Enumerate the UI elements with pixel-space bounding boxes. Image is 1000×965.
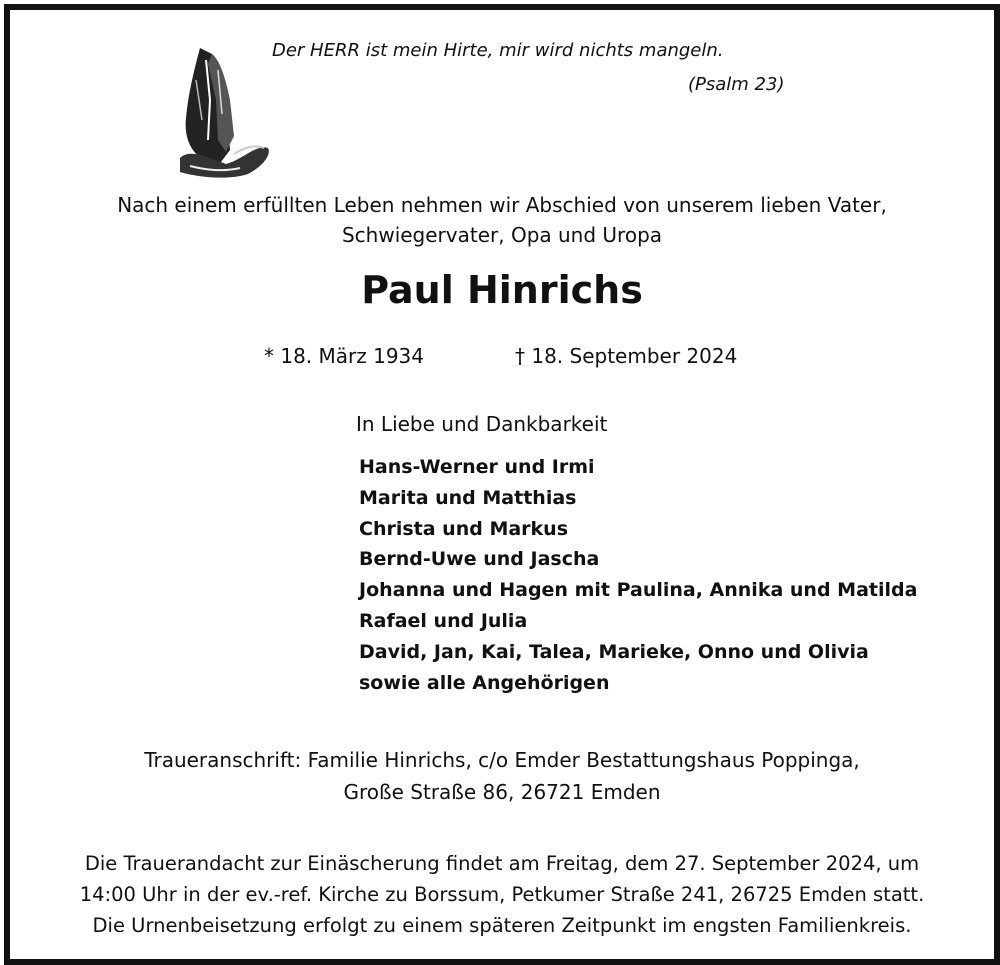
mourners-list (359, 452, 917, 698)
death-date: † 18. September 2024 (515, 344, 738, 368)
deceased-name: Paul Hinrichs (361, 268, 643, 312)
address-line-2: Große Straße 86, 26721 Emden (343, 780, 661, 804)
epigraph-quote: Der HERR ist mein Hirte, mir wird nichts mangeln. (272, 40, 724, 61)
intro-text (10, 190, 994, 250)
service-line-3: Die Urnenbeisetzung erfolgt zu einem späteren Zeitpunkt im engsten Familienkreis. (92, 914, 912, 937)
list-item: Marita und Matthias (359, 486, 577, 509)
list-item: Bernd-Uwe und Jascha (359, 548, 600, 571)
birth-date: * 18. März 1934 (264, 344, 425, 368)
mourning-address (10, 744, 994, 808)
praying-hands-icon (160, 40, 275, 180)
list-item: David, Jan, Kai, Talea, Marieke, Onno und Olivia (359, 640, 869, 663)
list-item: Johanna und Hagen mit Paulina, Annika und Matilda (359, 579, 918, 602)
service-details (10, 848, 994, 941)
service-line-1: Die Trauerandacht zur Einäscherung findet am Freitag, dem 27. September 2024, um (84, 852, 920, 875)
intro-line-1: Nach einem erfüllten Leben nehmen wir Abschied von unserem lieben Vater, (117, 193, 887, 217)
list-item: Christa und Markus (359, 517, 569, 540)
list-item: Rafael und Julia (359, 609, 528, 632)
mourners-heading: In Liebe und Dankbarkeit (356, 412, 608, 436)
intro-line-2: Schwiegervater, Opa und Uropa (341, 223, 663, 247)
epigraph-source: (Psalm 23) (688, 74, 785, 95)
address-line-1: Traueranschrift: Familie Hinrichs, c/o Emder Bestattungshaus Poppinga, (144, 748, 860, 772)
service-line-2: 14:00 Uhr in der ev.-ref. Kirche zu Borssum, Petkumer Straße 241, 26725 Emden statt. (79, 883, 925, 906)
list-item: Hans-Werner und Irmi (359, 456, 595, 478)
obituary-frame (4, 4, 1000, 965)
list-item: sowie alle Angehörigen (359, 671, 610, 694)
